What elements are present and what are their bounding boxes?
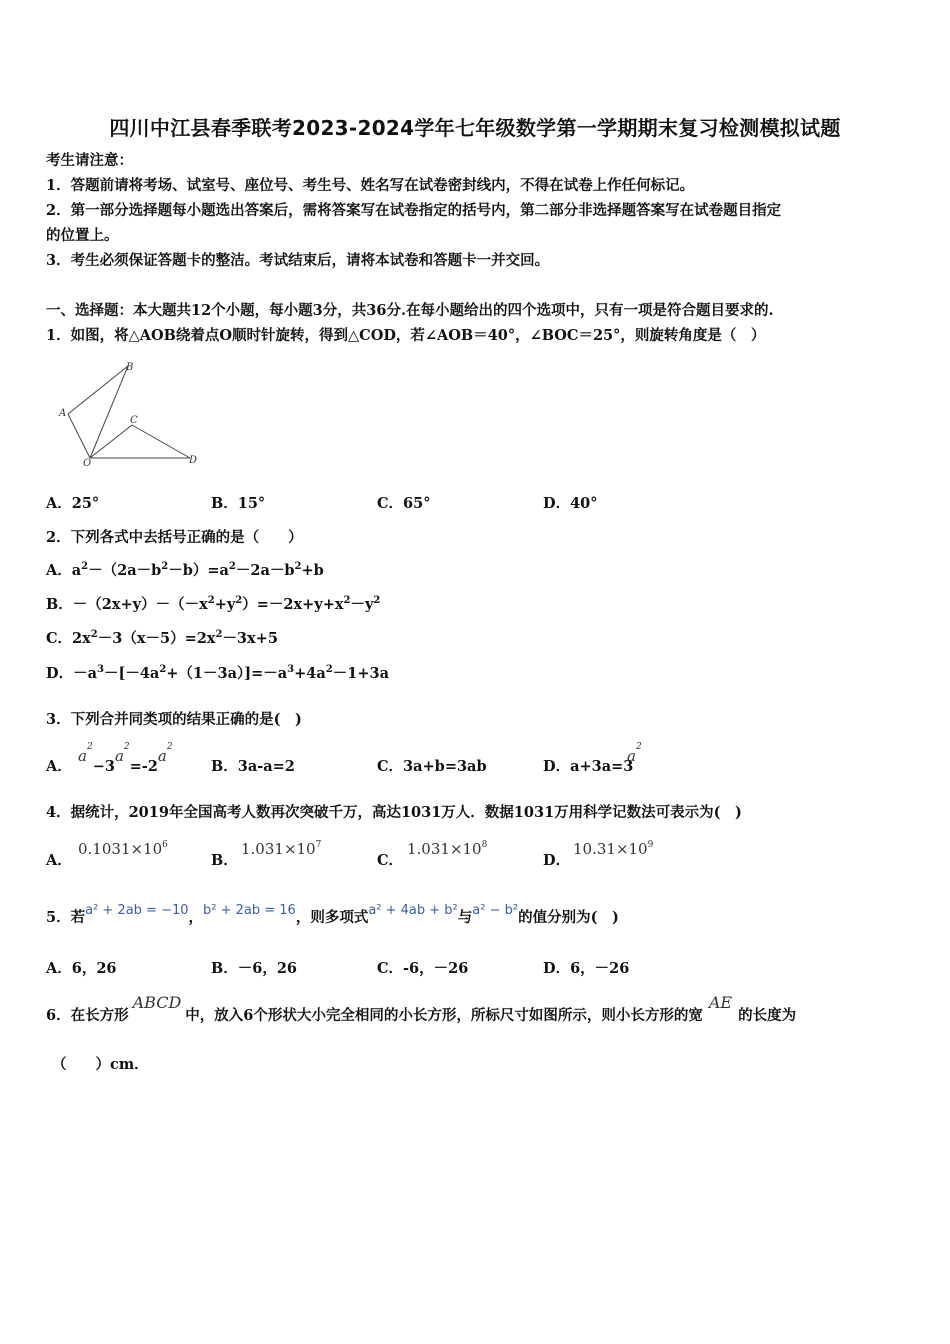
q3-option-d-label: D．a+3a=3	[543, 758, 634, 775]
q1-option-a: A．25°	[46, 495, 100, 512]
q4-option-b-label: B．	[211, 852, 238, 869]
q6-stem: 6．在长方形ABCD中，放入6个形状大小完全相同的小长方形，所标尺寸如图所示，则小长方形的宽AE的长度为	[46, 993, 797, 1024]
q2-option-b: B．$-(2x+y)-(-x^2+y^2)=-2x+y+x^2-y^2$	[46, 595, 381, 613]
label-b: B	[126, 362, 134, 373]
q3-option-b: B．3a-a=2	[211, 758, 295, 775]
section-heading: 一、选择题：本大题共12个小题，每小题3分，共36分.在每小题给出的四个选项中，只有一项是符合题目要求的.	[46, 302, 774, 319]
label-a: A	[59, 408, 67, 419]
q4-option-d-label: D．	[543, 852, 571, 869]
q1-option-c: C．65°	[377, 495, 431, 512]
q4-option-c-value: $1.031\times 10^8$	[407, 840, 488, 858]
q6-answer-blank: （ ）cm．	[52, 1056, 149, 1073]
q2-option-a: A．$a^2-(2a-b^2-b)=a^2-2a-b^2+b$	[46, 561, 324, 579]
notice-item-2: 2．第一部分选择题每小题选出答案后，需将答案写在试卷指定的括号内，第二部分非选择题答案写在试卷题目指定	[46, 202, 782, 219]
q2-stem: 2．下列各式中去括号正确的是（ ）	[46, 529, 303, 546]
notice-item-3: 3．考生必须保证答题卡的整洁。考试结束后，请将本试卷和答题卡一并交回。	[46, 252, 550, 269]
label-o: O	[83, 458, 92, 469]
notice-item-2-cont: 的位置上。	[46, 227, 119, 244]
label-d: D	[189, 455, 198, 466]
notice-item-1: 1．答题前请将考场、试室号、座位号、考生号、姓名写在试卷密封线内，不得在试卷上作任何标记。	[46, 177, 695, 194]
q1-figure	[52, 358, 212, 473]
q1-option-d: D．40°	[543, 495, 598, 512]
page-title: 四川中江县春季联考2023-2024学年七年级数学第一学期期末复习检测模拟试题	[109, 116, 841, 140]
q3-option-a-expr: $a^2-3a^2=-2a^2$	[78, 741, 173, 775]
q2-option-c: C．$2x^2-3(x-5)=2x^2-3x+5$	[46, 629, 278, 647]
q5-option-d: D．6，－26	[543, 960, 630, 977]
label-c: C	[130, 415, 138, 426]
q5-stem: 5．若a² + 2ab = −10，b² + 2ab = 16，则多项式a² + 4ab + b²与a² − b²的值分别为( )	[46, 903, 619, 926]
q4-option-a-label: A．	[46, 852, 72, 869]
q4-option-c-label: C．	[377, 852, 404, 869]
notice-heading: 考生请注意：	[46, 152, 133, 169]
q1-option-b: B．15°	[211, 495, 266, 512]
q3-stem: 3．下列合并同类项的结果正确的是( )	[46, 711, 302, 728]
q5-option-b: B．－6，26	[211, 960, 298, 977]
q4-stem: 4．据统计，2019年全国高考人数再次突破千万，高达1031万人．数据1031万用科学记数法可表示为( )	[46, 804, 742, 821]
q4-option-a-value: $0.1031\times 10^6$	[78, 840, 168, 858]
q2-option-d: D．$-a^3-[-4a^2+(1-3a)]=-a^3+4a^2-1+3a$	[46, 664, 389, 682]
q3-option-c: C．3a+b=3ab	[377, 758, 487, 775]
q3-option-d-expr: $a^2$	[627, 741, 642, 765]
q3-option-a-label: A．	[46, 758, 72, 775]
q4-option-b-value: $1.031\times 10^7$	[241, 840, 322, 858]
q5-option-c: C．-6，－26	[377, 960, 469, 977]
q4-option-d-value: $10.31\times 10^9$	[573, 840, 654, 858]
q5-option-a: A．6，26	[46, 960, 117, 977]
q1-stem: 1．如图，将△AOB绕着点O顺时针旋转，得到△COD，若∠AOB＝40°，∠BOC＝25°，则旋转角度是（ ）	[46, 327, 766, 344]
